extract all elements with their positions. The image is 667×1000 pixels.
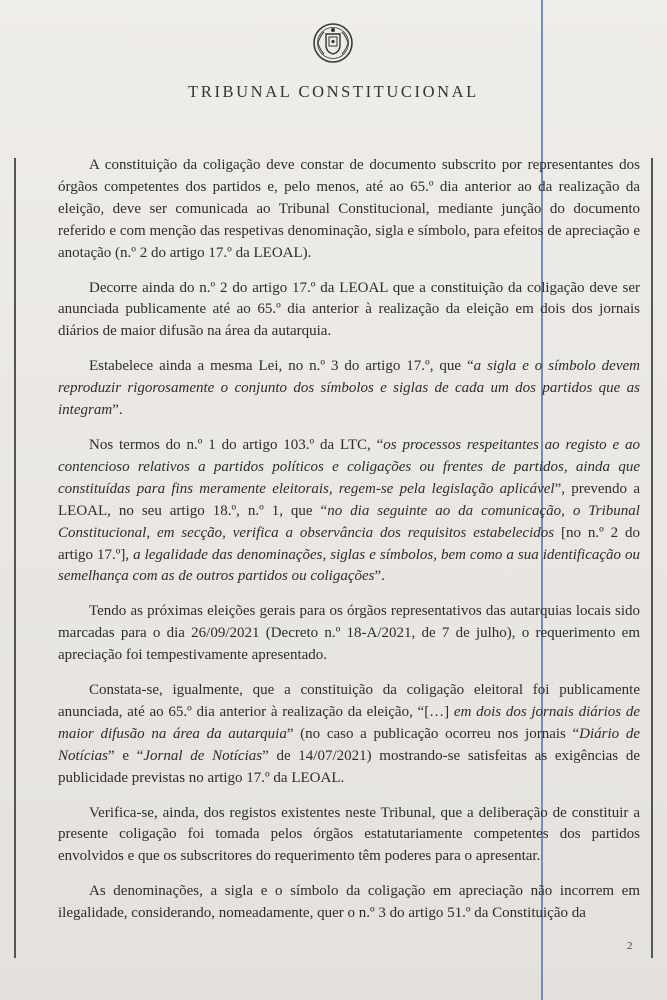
body-paragraph: [58, 278, 640, 344]
paragraph-text: ” de 14/07/2021) mostrando-se satisfeitas as exigências de publicidade previstas no artigo 17.º da LEOAL.: [58, 747, 640, 786]
paragraph-text: ”.: [112, 402, 123, 419]
body-paragraph: [58, 435, 640, 588]
paragraph-text: As denominações, a sigla e o símbolo da coligação em apreciação não incorrem em ilegalidade, considerando, nomeadamente, quer o n.º 3 do artigo 51.º da Constituição da: [58, 883, 640, 922]
paragraph-text: ” e “: [108, 747, 144, 764]
paragraph-text: Tendo as próximas eleições gerais para os órgãos representativos das autarquias locais sido marcadas para o dia 26/09/2021 (Decreto n.º 18-A/2021, de 7 de julho), o requerimento em apreciação foi tempestivamente apresentado.: [58, 603, 640, 664]
body-paragraph: [58, 356, 640, 422]
paragraph-text: Constata-se, igualmente, que a constituição da coligação eleitoral foi publicamente anunciada, até ao 65.º dia anterior à realização da eleição, “[…]: [58, 682, 640, 720]
paragraph-text: Estabelece ainda a mesma Lei, no n.º 3 do artigo 17.º, que “: [89, 358, 474, 375]
italic-quote-text: a legalidade das denominações, siglas e símbolos, bem como a sua identificação ou semelhança com as de outros partidos ou coligações: [58, 546, 640, 585]
coat-of-arms-icon: [312, 22, 354, 64]
paragraph-text: Nos termos do n.º 1 do artigo 103.º da LTC, “: [89, 436, 384, 453]
paragraph-text: ”.: [374, 568, 385, 585]
italic-quote-text: em dois dos jornais diários de maior difusão na área da autarquia: [58, 703, 640, 742]
paragraph-text: ” (no caso a publicação ocorreu nos jornais “: [286, 725, 580, 742]
italic-quote-text: os processos respeitantes ao registo e ao contencioso relativos a partidos políticos e coligações ou frentes de partidos, ainda que constituídas para fins meramente eleitorais, regem-se pela legislação aplicável: [58, 436, 640, 497]
body-paragraph: [58, 680, 640, 790]
paragraph-text: ”, prevendo a LEOAL, no seu artigo 18.º, n.º 1, que “: [58, 480, 640, 519]
body-paragraph: [58, 881, 640, 925]
italic-quote-text: a sigla e o símbolo devem reproduzir rigorosamente o conjunto dos símbolos e siglas de cada um dos partidos que as integram: [58, 358, 640, 419]
document-body: [58, 155, 640, 938]
body-paragraph: [58, 803, 640, 869]
italic-quote-text: Jornal de Notícias: [143, 747, 263, 764]
body-paragraph: [58, 601, 640, 667]
page-header-title: TRIBUNAL CONSTITUCIONAL: [188, 82, 479, 101]
page-number: 2: [627, 940, 633, 952]
italic-quote-text: Diário de Notícias: [58, 725, 640, 764]
left-margin-line: [14, 158, 16, 958]
italic-quote-text: no dia seguinte ao da comunicação, o Tribunal Constitucional, em secção, verifica a observância dos requisitos estabelecidos: [58, 502, 640, 541]
body-paragraph: [58, 155, 640, 265]
paragraph-text: Verifica-se, ainda, dos registos existentes neste Tribunal, que a deliberação de constituir a presente coligação foi tomada pelos órgãos estatutariamente competentes dos partidos envolvidos e que os subscritores do requerimento têm poderes para o apresentar.: [58, 804, 640, 865]
paragraph-text: Decorre ainda do n.º 2 do artigo 17.º da LEOAL que a constituição da coligação deve ser anunciada publicamente até ao 65.º dia anterior à realização da eleição em dois dos jornais diários de maior difusão na área da autarquia.: [58, 279, 640, 340]
paragraph-text: [no n.º 2 do artigo 17.º],: [58, 524, 640, 563]
paragraph-text: A constituição da coligação deve constar de documento subscrito por representantes dos órgãos competentes dos partidos e, pelo menos, até ao 65.º dia anterior ao da realização da eleição, deve ser comunicada ao Tribunal Constitucional, mediante junção do documento referido e com menção das respetivas denominação, sigla e símbolo, para efeitos de apreciação e anotação (n.º 2 do artigo 17.º da LEOAL).: [58, 157, 640, 261]
right-margin-line: [651, 158, 653, 958]
